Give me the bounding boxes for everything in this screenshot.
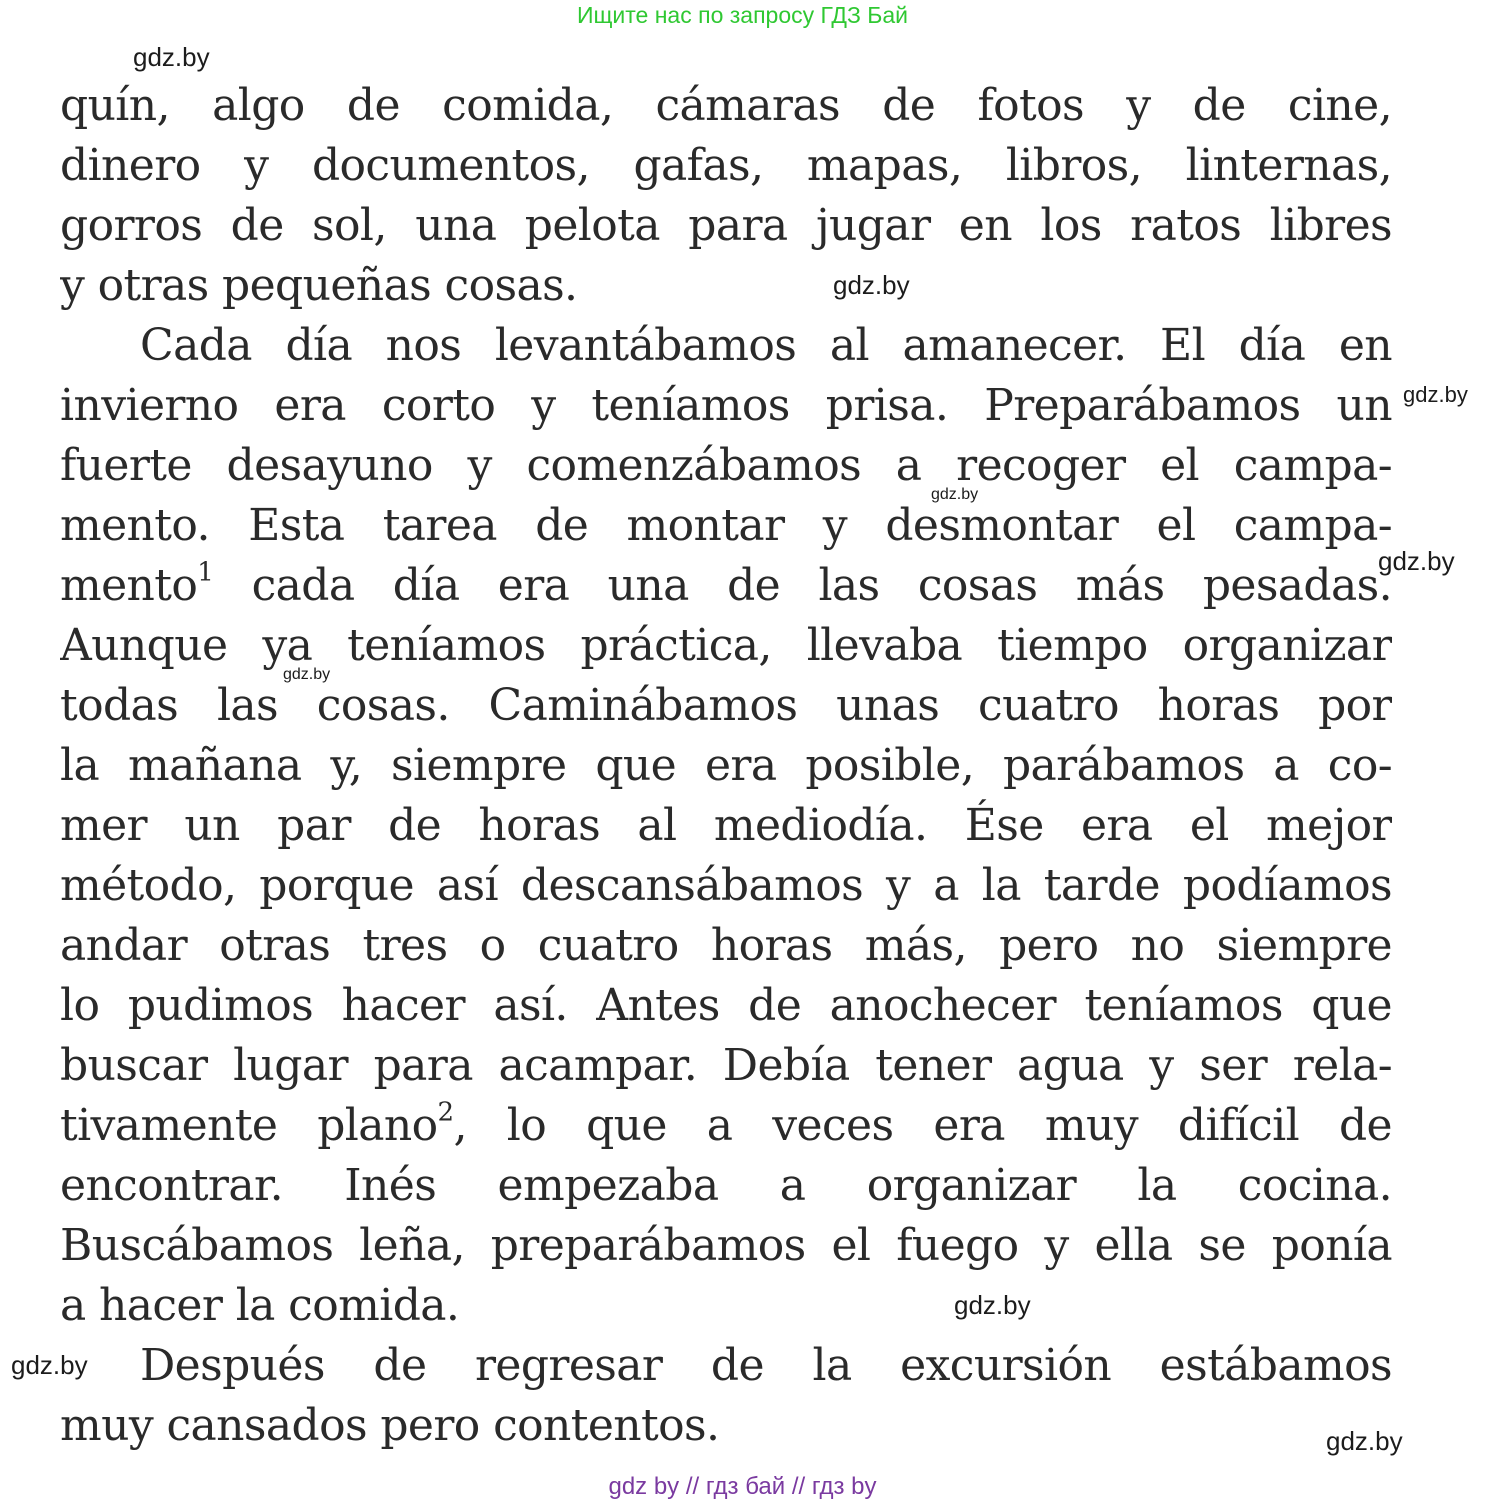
- text-segment: mento: [60, 560, 198, 611]
- text-line: fuerte desayuno y comenzábamos a recoger el campa-: [60, 440, 1392, 491]
- text-line: a hacer la comida.: [60, 1280, 460, 1331]
- paragraph-start-line: Cada día nos levantábamos al amanecer. El día en: [140, 320, 1392, 371]
- text-line: método, porque así descansábamos y a la tarde podíamos: [60, 860, 1392, 911]
- watermark: gdz.by: [1378, 546, 1455, 576]
- text-line: gorros de sol, una pelota para jugar en los ratos libres: [60, 200, 1392, 251]
- watermark: gdz.by: [954, 1290, 1031, 1320]
- text-line: muy cansados pero contentos.: [60, 1400, 720, 1451]
- paragraph-start-line: Después de regresar de la excursión estábamos: [140, 1340, 1392, 1391]
- text-line: dinero y documentos, gafas, mapas, libros, linternas,: [60, 140, 1392, 191]
- text-line: quín, algo de comida, cámaras de fotos y de cine,: [60, 80, 1392, 131]
- footnote-marker: 2: [437, 1097, 454, 1128]
- text-line: la mañana y, siempre que era posible, parábamos a co-: [60, 740, 1392, 791]
- text-line: andar otras tres o cuatro horas más, pero no siempre: [60, 920, 1392, 971]
- text-segment: , lo que a veces era muy difícil de: [453, 1100, 1392, 1151]
- watermark: gdz.by: [283, 666, 331, 683]
- watermark: gdz.by: [133, 42, 210, 72]
- text-line: encontrar. Inés empezaba a organizar la cocina.: [60, 1160, 1392, 1211]
- footer-links[interactable]: gdz by // гдз бай // гдз by: [608, 1473, 877, 1500]
- text-segment: cada día era una de las cosas más pesadas.: [213, 560, 1392, 611]
- watermark: gdz.by: [1326, 1426, 1403, 1456]
- text-line: y otras pequeñas cosas.: [60, 260, 578, 311]
- search-banner: Ищите нас по запросу ГДЗ Бай: [576, 2, 909, 28]
- text-line: Aunque ya teníamos práctica, llevaba tiempo organizar: [60, 620, 1392, 671]
- text-line: todas las cosas. Caminábamos unas cuatro horas por: [60, 680, 1392, 731]
- text-line: lo pudimos hacer así. Antes de anochecer teníamos que: [60, 980, 1392, 1031]
- text-line-footnote-2: [60, 1096, 1392, 1156]
- text-line: Buscábamos leña, preparábamos el fuego y ella se ponía: [60, 1220, 1392, 1271]
- text-segment: tivamente plano: [60, 1100, 438, 1151]
- watermark: gdz.by: [833, 270, 910, 300]
- text-line-footnote-1: [60, 556, 1392, 616]
- watermark: gdz.by: [1403, 382, 1468, 407]
- footnote-marker: 1: [197, 557, 214, 588]
- text-line: mento. Esta tarea de montar y desmontar el campa-: [60, 500, 1392, 551]
- text-line: mer un par de horas al mediodía. Ése era el mejor: [60, 800, 1392, 851]
- text-line: buscar lugar para acampar. Debía tener agua y ser rela-: [60, 1040, 1392, 1091]
- text-line: invierno era corto y teníamos prisa. Preparábamos un: [60, 380, 1392, 431]
- watermark: gdz.by: [931, 486, 979, 503]
- watermark: gdz.by: [11, 1350, 88, 1380]
